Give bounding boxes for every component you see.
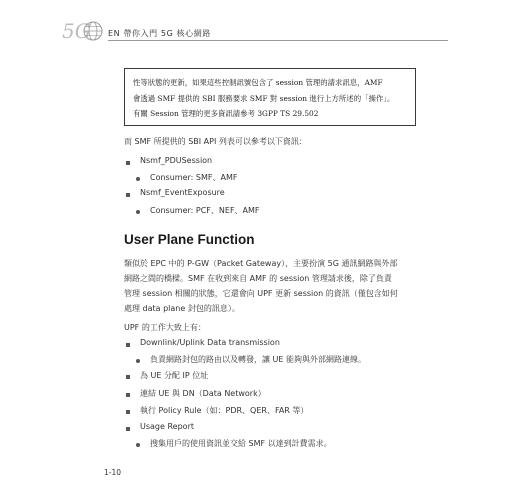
bullet-square-icon xyxy=(126,343,130,347)
bullet-square-icon xyxy=(126,161,130,165)
list-item: 連結 UE 與 DN（Data Network） xyxy=(140,389,266,398)
note-box xyxy=(124,68,416,126)
list-item: 為 UE 分配 IP 位址 xyxy=(140,371,209,380)
sub-list-item: 搜集用戶的使用資訊並交給 SMF 以達到計費需求。 xyxy=(150,439,332,448)
sub-list-item: 負責網路封包的路由以及轉發，讓 UE 能夠與外部網路連線。 xyxy=(150,355,366,364)
bullet-square-icon xyxy=(126,193,130,197)
bullet-dot-icon xyxy=(136,443,140,447)
body-line: 處理 data plane 封包的訊息）。 xyxy=(124,304,240,313)
body-line: 網路之間的橋樑。SMF 在收到來自 AMF 的 session 管理請求後，除了負責 xyxy=(124,274,392,283)
note-line: 性等狀態的更新，如果這些控制訊號包含了 session 管理的請求訊息，AMF xyxy=(133,78,383,87)
list-item: Nsmf_EventExposure xyxy=(140,188,225,197)
list-item: Usage Report xyxy=(140,422,194,431)
sub-list-item: Consumer: PCF、NEF、AMF xyxy=(150,206,260,215)
smf-api-intro: 而 SMF 所提供的 SBI API 列表可以參考以下資訊： xyxy=(124,137,307,146)
bullet-dot-icon xyxy=(136,210,140,214)
bullet-dot-icon xyxy=(136,359,140,363)
note-line: 有關 Session 管理的更多資訊請參考 3GPP TS 29.502 xyxy=(133,109,319,118)
svg-text:5G: 5G xyxy=(62,19,91,43)
header-title: EN 帶你入門 5G 核心網路 xyxy=(108,29,211,38)
header-rule xyxy=(108,40,448,41)
upf-tasks-intro: UPF 的工作大致上有： xyxy=(124,323,206,332)
sub-list-item: Consumer: SMF、AMF xyxy=(150,173,238,182)
list-item: Downlink/Uplink Data transmission xyxy=(140,338,280,347)
page-number: 1-10 xyxy=(104,468,122,477)
bullet-square-icon xyxy=(126,427,130,431)
section-heading: User Plane Function xyxy=(124,232,255,247)
body-line: 管理 session 相關的狀態，它還會向 UPF 更新 session 的資訊（僅包含如何 xyxy=(124,289,398,298)
bullet-square-icon xyxy=(126,410,130,414)
body-line: 類似於 EPC 中的 P-GW（Packet Gateway），主要扮演 5G 通訊網路與外部 xyxy=(124,259,398,268)
bullet-square-icon xyxy=(126,375,130,379)
5g-globe-logo-icon xyxy=(62,14,104,48)
bullet-square-icon xyxy=(126,393,130,397)
bullet-dot-icon xyxy=(136,177,140,181)
list-item: Nsmf_PDUSession xyxy=(140,156,213,165)
note-line: 會透過 SMF 提供的 SBI 服務要求 SMF 對 session 進行上方所述的「操作」。 xyxy=(133,93,395,103)
list-item: 執行 Policy Rule（如：PDR、QER、FAR 等） xyxy=(140,406,309,415)
